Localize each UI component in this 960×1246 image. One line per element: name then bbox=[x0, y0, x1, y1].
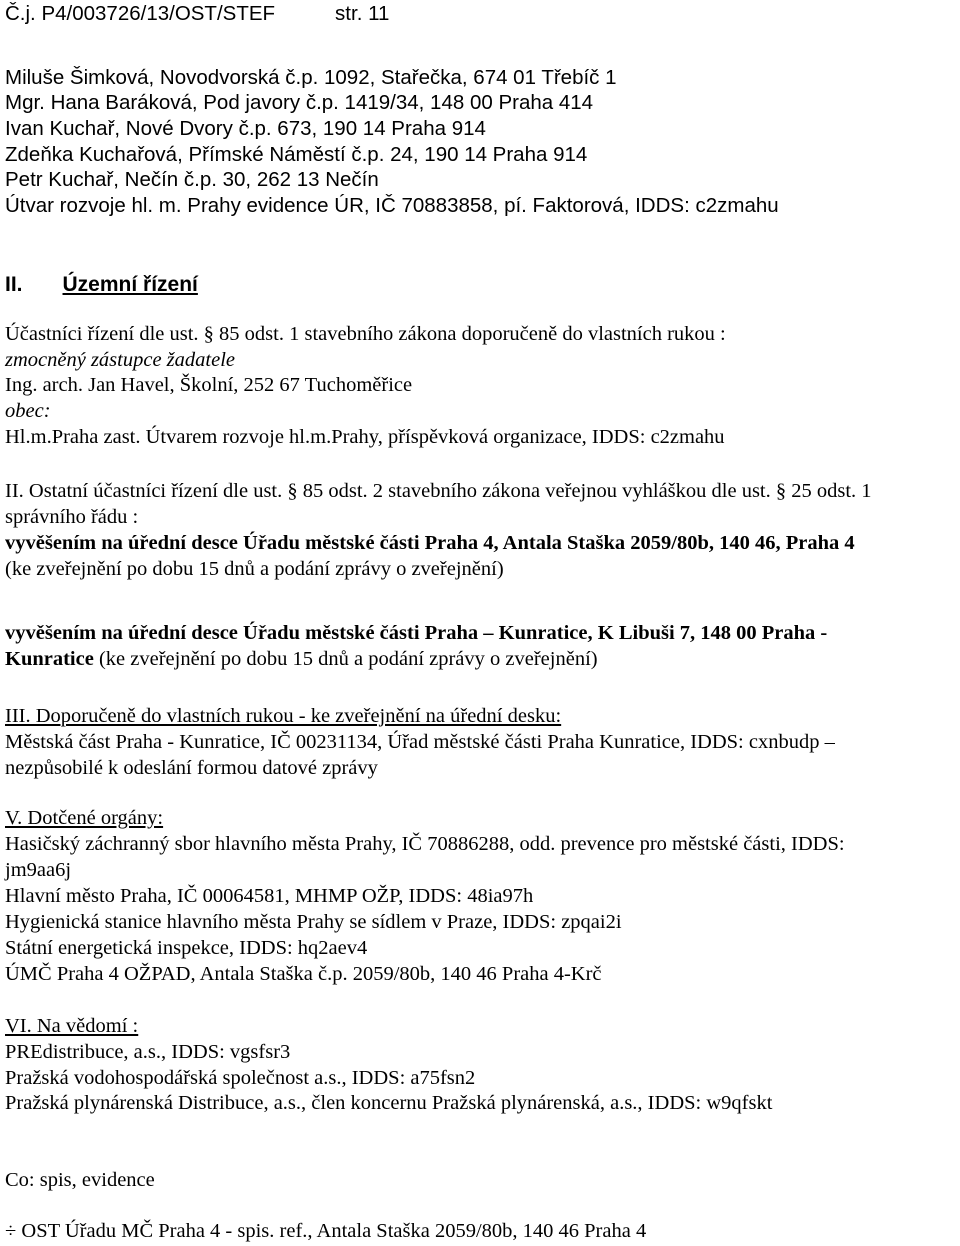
posting-praha4: vyvěšením na úřední desce Úřadu městské části Praha 4, Antala Staška 2059/80b, 140 46, Praha 4 bbox=[5, 532, 855, 554]
recipient-line: Petr Kuchař, Nečín č.p. 30, 262 13 Nečín bbox=[5, 168, 379, 191]
recipient-line: Miluše Šimková, Novodvorská č.p. 1092, Stařečka, 674 01 Třebíč 1 bbox=[5, 66, 617, 89]
municipality-label: obec: bbox=[5, 400, 51, 422]
section-title: Územní řízení bbox=[62, 273, 198, 296]
section-2-heading bbox=[5, 273, 198, 297]
agent-name: Ing. arch. Jan Havel, Školní, 252 67 Tuchoměřice bbox=[5, 374, 413, 396]
posting-kunratice: vyvěšením na úřední desce Úřadu městské části Praha – Kunratice, K Libuši 7, 148 00 Praha - bbox=[5, 622, 828, 644]
section-number: II. bbox=[5, 273, 23, 296]
section-5-heading: V. Dotčené orgány: bbox=[5, 807, 164, 829]
municipality-name: Hl.m.Praha zast. Útvarem rozvoje hl.m.Prahy, příspěvková organizace, IDDS: c2zmahu bbox=[5, 426, 725, 448]
authority-line: Hlavní město Praha, IČ 00064581, MHMP OŽP, IDDS: 48ia97h bbox=[5, 885, 534, 907]
section-3-heading: III. Doporučeně do vlastních rukou - ke zveřejnění na úřední desku: bbox=[5, 705, 562, 727]
posting-kunratice-name: Kunratice bbox=[5, 648, 94, 670]
ost-line bbox=[5, 1219, 646, 1243]
section-3-line: nezpůsobilé k odeslání formou datové zprávy bbox=[5, 757, 378, 779]
authority-line: ÚMČ Praha 4 OŽPAD, Antala Staška č.p. 2059/80b, 140 46 Praha 4-Krč bbox=[5, 963, 602, 985]
participants-heading: Účastníci řízení dle ust. § 85 odst. 1 stavebního zákona doporučeně do vlastních rukou : bbox=[5, 323, 726, 345]
posting-kunratice-cont bbox=[5, 647, 598, 671]
ost-text: OST Úřadu MČ Praha 4 - spis. ref., Antala Staška 2059/80b, 140 46 Praha 4 bbox=[16, 1220, 647, 1242]
recipient-line: Útvar rozvoje hl. m. Prahy evidence ÚR, IČ 70883858, pí. Faktorová, IDDS: c2zmahu bbox=[5, 194, 779, 217]
division-icon: ÷ bbox=[5, 1220, 17, 1242]
authority-line: Státní energetická inspekce, IDDS: hq2aev4 bbox=[5, 937, 368, 959]
other-participants-heading: II. Ostatní účastníci řízení dle ust. § 85 odst. 2 stavebního zákona veřejnou vyhláškou dle ust. § 25 odst. 1 bbox=[5, 480, 872, 502]
posting-kunratice-note: (ke zveřejnění po dobu 15 dnů a podání zprávy o zveřejnění) bbox=[93, 648, 598, 670]
posting-praha4-note: (ke zveřejnění po dobu 15 dnů a podání zprávy o zveřejnění) bbox=[5, 558, 504, 580]
authority-line: jm9aa6j bbox=[5, 859, 72, 881]
agent-label: zmocněný zástupce žadatele bbox=[5, 349, 235, 371]
page-number: str. 11 bbox=[335, 2, 390, 25]
authority-line: Hasičský záchranný sbor hlavního města Prahy, IČ 70886288, odd. prevence pro městské části, IDDS: bbox=[5, 833, 845, 855]
reference-number: Č.j. P4/003726/13/OST/STEF bbox=[5, 2, 276, 25]
section-6-heading: VI. Na vědomí : bbox=[5, 1015, 139, 1037]
recipient-line: Zdeňka Kuchařová, Přímské Náměstí č.p. 24, 190 14 Praha 914 bbox=[5, 143, 588, 166]
recipient-line: Ivan Kuchař, Nové Dvory č.p. 673, 190 14 Praha 914 bbox=[5, 117, 486, 140]
notice-line: Pražská vodohospodářská společnost a.s., IDDS: a75fsn2 bbox=[5, 1067, 476, 1089]
copies-line: Co: spis, evidence bbox=[5, 1169, 155, 1191]
section-3-line: Městská část Praha - Kunratice, IČ 00231134, Úřad městské části Praha Kunratice, IDDS: cxnbudp – bbox=[5, 731, 835, 753]
authority-line: Hygienická stanice hlavního města Prahy se sídlem v Praze, IDDS: zpqai2i bbox=[5, 911, 622, 933]
notice-line: PREdistribuce, a.s., IDDS: vgsfsr3 bbox=[5, 1041, 291, 1063]
other-participants-heading-cont: správního řádu : bbox=[5, 506, 139, 528]
recipient-line: Mgr. Hana Baráková, Pod javory č.p. 1419/34, 148 00 Praha 414 bbox=[5, 91, 594, 114]
page-header bbox=[5, 2, 389, 26]
notice-line: Pražská plynárenská Distribuce, a.s., člen koncernu Pražská plynárenská, a.s., IDDS: w9qfskt bbox=[5, 1092, 773, 1114]
